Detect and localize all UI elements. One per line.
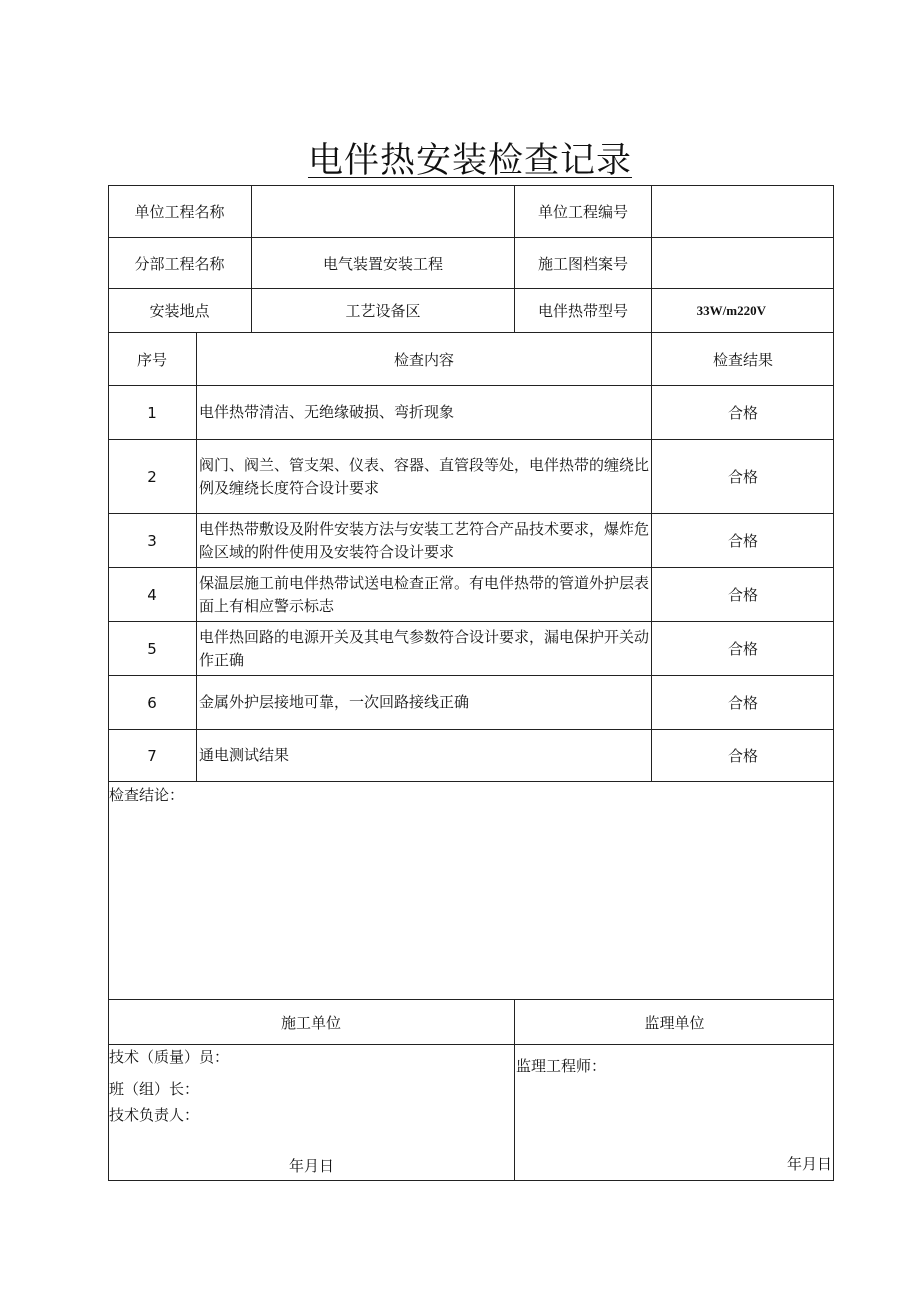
item-number: 1: [147, 403, 157, 422]
item-result: 合格: [727, 694, 758, 712]
item-content: 阀门、阀兰、管支架、仪表、容器、直管段等处，电伴热带的缠绕比例及缠绕长度符合设计要求: [199, 455, 650, 497]
page-title: 电伴热安装检查记录: [307, 141, 632, 181]
seq-column-header: 序号: [136, 350, 167, 369]
location-value: 工艺设备区: [345, 302, 421, 320]
column-divider: [196, 332, 197, 781]
item-result: 合格: [727, 468, 758, 486]
item-content: 电伴热带敷设及附件安装方法与安装工艺符合产品技术要求，爆炸危险区域的附件使用及安装符合设计要求: [199, 519, 650, 561]
construction-unit-label: 施工单位: [280, 1013, 341, 1032]
content-column-header: 检查内容: [393, 350, 454, 369]
item-number: 7: [147, 746, 157, 765]
sub-project-name-label: 分部工程名称: [134, 254, 225, 273]
item-number: 4: [147, 585, 157, 604]
item-result: 合格: [727, 640, 758, 658]
team-leader-label: 班（组）长：: [109, 1080, 200, 1098]
unit-project-no-label: 单位工程编号: [537, 202, 628, 221]
unit-project-name-label: 单位工程名称: [134, 202, 225, 221]
item-result: 合格: [727, 586, 758, 604]
item-content: 电伴热带清洁、无绝缘破损、弯折现象: [199, 403, 455, 421]
model-value: 33W/m220V: [696, 302, 766, 318]
drawing-no-value: [652, 238, 834, 288]
unit-project-no-value: [652, 185, 834, 237]
item-content: 保温层施工前电伴热带试送电检查正常。有电伴热带的管道外护层表面上有相应警示标志: [199, 573, 650, 615]
result-column-header: 检查结果: [712, 350, 773, 369]
item-content: 电伴热回路的电源开关及其电气参数符合设计要求，漏电保护开关动作正确: [199, 627, 650, 669]
item-result: 合格: [727, 747, 758, 765]
drawing-no-label: 施工图档案号: [537, 254, 628, 273]
item-number: 3: [147, 531, 157, 550]
date-left: 年月日: [289, 1157, 335, 1175]
tech-lead-label: 技术负责人：: [109, 1106, 200, 1124]
item-content: 金属外护层接地可靠，一次回路接线正确: [199, 693, 470, 711]
model-label: 电伴热带型号: [537, 302, 628, 320]
item-result: 合格: [727, 404, 758, 422]
tech-quality-label: 技术（质量）员：: [109, 1048, 230, 1066]
row-divider: [108, 1044, 834, 1045]
location-label: 安装地点: [149, 302, 210, 320]
date-right: 年月日: [787, 1155, 833, 1173]
supervision-unit-label: 监理单位: [644, 1013, 705, 1032]
item-result: 合格: [727, 532, 758, 550]
unit-project-name-value: [252, 185, 514, 237]
item-content: 通电测试结果: [199, 746, 290, 764]
item-number: 6: [147, 693, 157, 712]
sub-project-name-value: 电气装置安装工程: [322, 254, 443, 273]
supervision-engineer-label: 监理工程师：: [516, 1057, 607, 1075]
item-number: 5: [147, 639, 157, 658]
item-number: 2: [147, 467, 157, 486]
conclusion-label: 检查结论：: [109, 786, 185, 804]
row-divider: [108, 781, 834, 782]
